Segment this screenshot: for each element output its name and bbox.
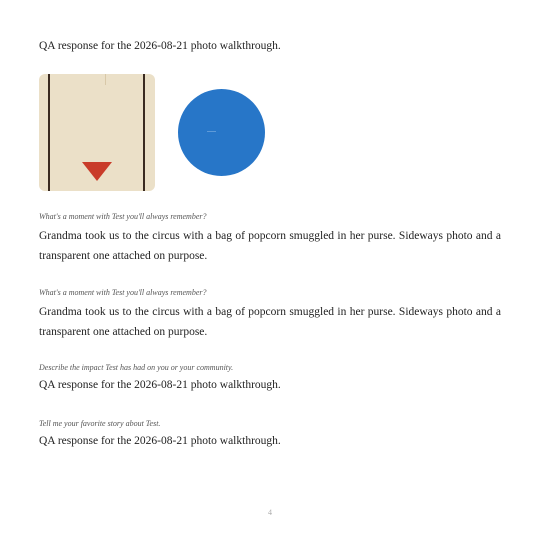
transparent-photo-circle bbox=[178, 89, 265, 176]
answer-text: QA response for the 2026-08-21 photo walkthrough. bbox=[39, 435, 281, 447]
qa-item bbox=[39, 419, 501, 449]
qa-item bbox=[39, 288, 501, 342]
question-text: What's a moment with Test you'll always remember? bbox=[39, 212, 207, 221]
answer-text: QA response for the 2026-08-21 photo walkthrough. bbox=[39, 379, 281, 391]
photo-right-pole bbox=[143, 74, 145, 191]
photo-left-pole bbox=[48, 74, 50, 191]
photo-thin-line bbox=[105, 74, 106, 85]
circle-mark bbox=[207, 131, 216, 132]
page-number: 4 bbox=[268, 508, 272, 517]
photo-red-triangle bbox=[82, 162, 112, 181]
sideways-photo bbox=[39, 74, 155, 191]
qa-item bbox=[39, 212, 501, 266]
answer-text: Grandma took us to the circus with a bag of popcorn smuggled in her purse. Sideways photo and a transparent one attached on purpose. bbox=[39, 306, 501, 338]
answer-text: Grandma took us to the circus with a bag of popcorn smuggled in her purse. Sideways photo and a transparent one attached on purpose. bbox=[39, 230, 501, 262]
question-text: What's a moment with Test you'll always remember? bbox=[39, 288, 207, 297]
intro-text: QA response for the 2026-08-21 photo walkthrough. bbox=[39, 40, 281, 52]
question-text: Tell me your favorite story about Test. bbox=[39, 419, 161, 428]
qa-item bbox=[39, 363, 501, 393]
question-text: Describe the impact Test has had on you or your community. bbox=[39, 363, 234, 372]
photo-row bbox=[39, 74, 279, 192]
